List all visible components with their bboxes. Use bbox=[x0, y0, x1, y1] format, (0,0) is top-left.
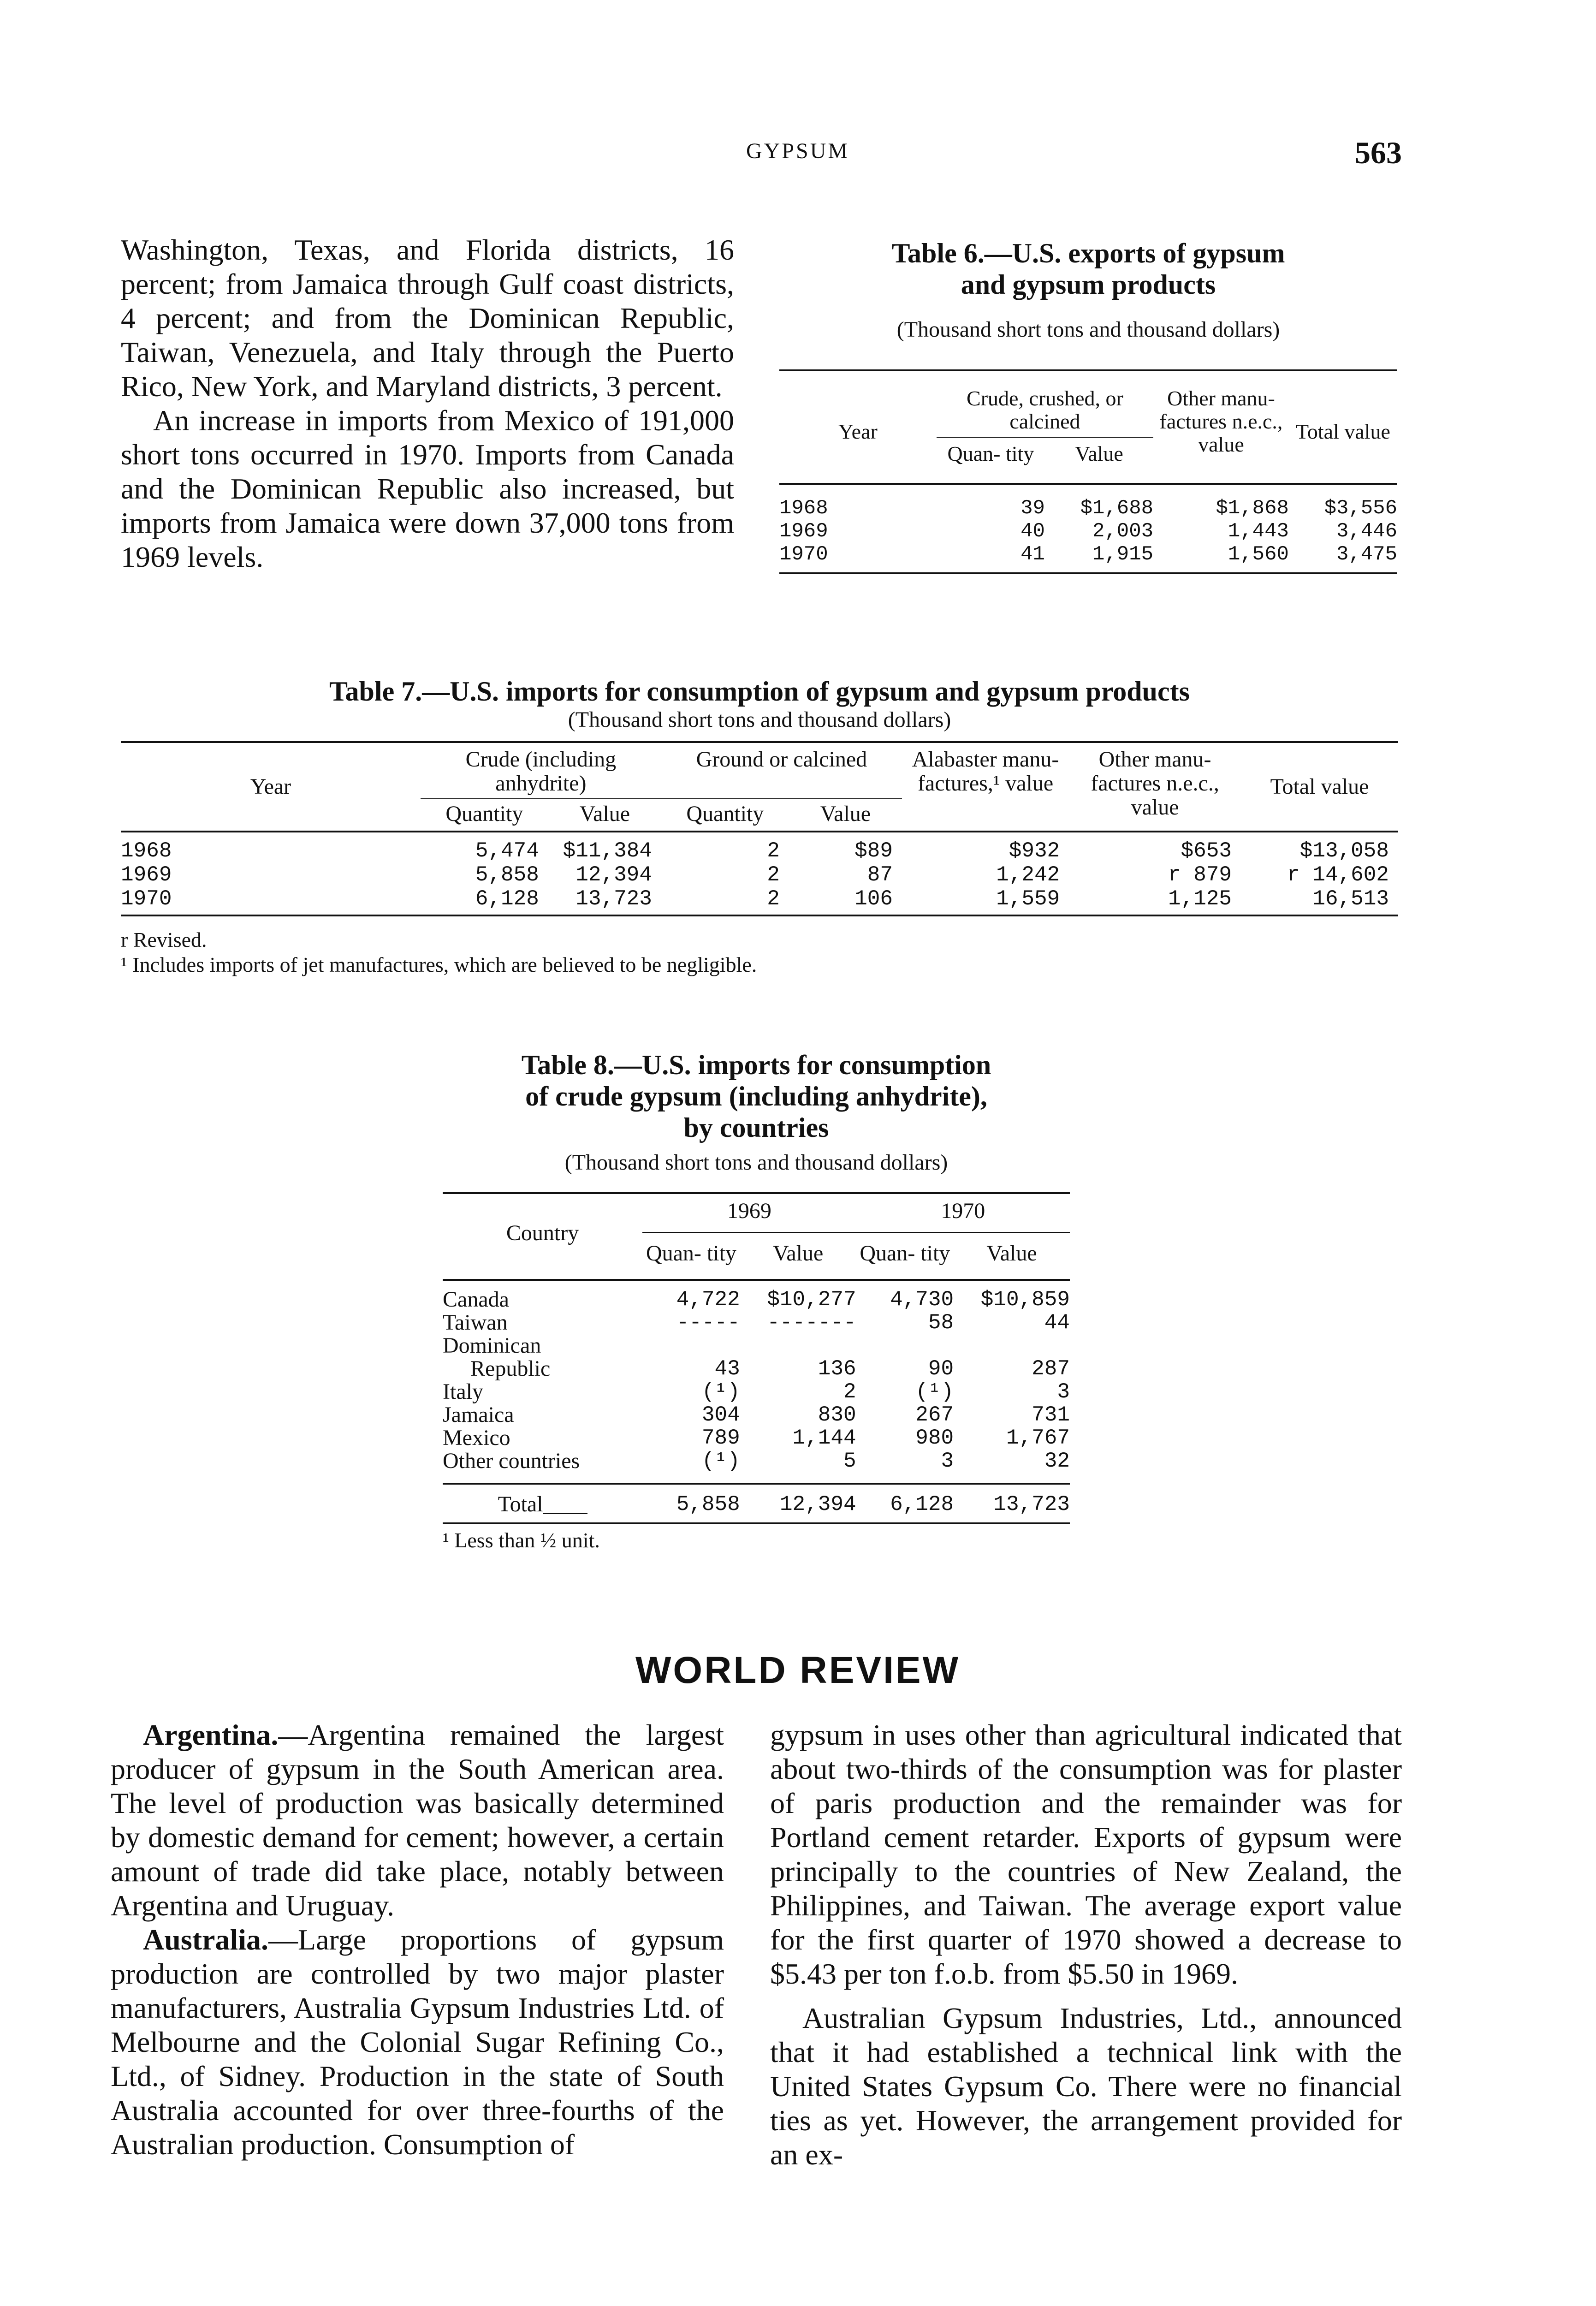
table-8-q69: ----- bbox=[676, 1311, 740, 1335]
table-7-total: r 14,602 bbox=[1287, 863, 1389, 887]
table-7-col-other: Other manu- factures n.e.c., value bbox=[1091, 747, 1219, 820]
table-7-col-crude-quantity: Quantity bbox=[445, 802, 523, 826]
table-7 bbox=[121, 676, 1398, 977]
table-6-subtitle: (Thousand short tons and thousand dollars) bbox=[896, 317, 1280, 342]
table-7-crude-value: 12,394 bbox=[576, 863, 652, 887]
table-6-other: $1,868 bbox=[1216, 497, 1289, 520]
table-8-q70 bbox=[856, 1334, 954, 1357]
table-8-title-line-2: of crude gypsum (including anhydrite), bbox=[525, 1081, 987, 1111]
table-8-country: Taiwan bbox=[443, 1310, 508, 1335]
table-6-quantity: 39 bbox=[1020, 497, 1045, 520]
table-6 bbox=[779, 238, 1397, 574]
table-8-v69: 136 bbox=[818, 1357, 856, 1381]
table-7-row bbox=[121, 863, 1398, 887]
table-7-alabaster: 1,559 bbox=[996, 887, 1060, 911]
table-8-q69: 43 bbox=[714, 1357, 740, 1381]
table-7-col-crude-value: Value bbox=[579, 802, 630, 826]
table-8-row bbox=[443, 1380, 1070, 1403]
table-8-total-label: Total____ bbox=[498, 1492, 587, 1516]
table-7-col-total: Total value bbox=[1270, 774, 1369, 799]
table-7-col-ground-value: Value bbox=[820, 802, 871, 826]
table-7-year: 1970 bbox=[121, 887, 172, 911]
table-8 bbox=[443, 1049, 1070, 1553]
table-7-other: $653 bbox=[1181, 839, 1232, 863]
table-7-crude-qty: 5,858 bbox=[475, 863, 539, 887]
table-8-country: Italy bbox=[443, 1379, 483, 1404]
table-8-v70: 3 bbox=[1057, 1380, 1070, 1404]
table-7-col-ground-quantity: Quantity bbox=[686, 802, 764, 826]
table-6-col-other: Other manu- factures n.e.c., value bbox=[1159, 386, 1283, 456]
table-7-row bbox=[121, 832, 1398, 863]
table-8-v69 bbox=[740, 1334, 856, 1357]
table-7-ground-qty: 2 bbox=[767, 887, 780, 911]
table-8-col-1969-quantity: Quan- tity bbox=[646, 1241, 736, 1266]
table-8-row bbox=[443, 1403, 1070, 1426]
table-6-total: 3,446 bbox=[1336, 520, 1397, 543]
table-7-col-year: Year bbox=[250, 774, 291, 799]
table-8-col-1970-quantity: Quan- tity bbox=[860, 1241, 950, 1266]
table-7-alabaster: $932 bbox=[1009, 839, 1060, 863]
table-7-other: r 879 bbox=[1168, 863, 1232, 887]
table-7-ground-value: 87 bbox=[867, 863, 893, 887]
table-8-title-line-1: Table 8.—U.S. imports for consumption bbox=[521, 1050, 991, 1080]
argentina-text: —Argentina remained the largest producer of gypsum in the South American area. The level of production was basically determined by domestic demand for cement; however, a certain amount of trade did take place, notably between Argentina and Uruguay. bbox=[111, 1718, 724, 1922]
table-8-row bbox=[443, 1280, 1070, 1311]
table-8-country: Jamaica bbox=[443, 1403, 514, 1427]
table-8-v69: 830 bbox=[818, 1403, 856, 1427]
table-6-row bbox=[779, 520, 1397, 543]
table-6-total: $3,556 bbox=[1324, 497, 1397, 520]
table-8-v69: 2 bbox=[843, 1380, 856, 1404]
table-7-ground-qty: 2 bbox=[767, 839, 780, 863]
table-8-q69: 789 bbox=[701, 1426, 740, 1450]
table-7-ground-qty: 2 bbox=[767, 863, 780, 887]
table-7-crude-qty: 5,474 bbox=[475, 839, 539, 863]
table-6-col-value: Value bbox=[1075, 442, 1123, 465]
table-8-q70: 3 bbox=[941, 1449, 954, 1473]
table-8-country: Republic bbox=[470, 1356, 551, 1381]
australia-paragraph bbox=[111, 1923, 724, 2162]
australia-text: —Large proportions of gypsum production are controlled by two major plaster manufacturers, Australia Gypsum Industries Ltd. of Melbourne and the Colonial Sugar Refining Co., Ltd., of Sidney. Production in the state of South Australia accounted for over three-fourths of the Australian production. Consumption of bbox=[111, 1923, 724, 2161]
table-8-q70: 267 bbox=[915, 1403, 954, 1427]
table-6-title-line-2: and gypsum products bbox=[961, 269, 1216, 300]
table-8-col-1970: 1970 bbox=[856, 1193, 1070, 1232]
running-head: GYPSUM bbox=[746, 139, 850, 163]
table-8-q70: 58 bbox=[928, 1311, 954, 1335]
table-7-col-crude: Crude (including anhydrite) bbox=[421, 742, 661, 799]
table-6-other: 1,443 bbox=[1228, 520, 1289, 543]
table-8-total-q70: 6,128 bbox=[890, 1492, 954, 1516]
table-7-crude-qty: 6,128 bbox=[475, 887, 539, 911]
table-8-total-v69: 12,394 bbox=[779, 1492, 856, 1516]
table-8-row bbox=[443, 1357, 1070, 1380]
table-7-ground-value: $89 bbox=[854, 839, 893, 863]
table-7-col-alabaster: Alabaster manu- factures,¹ value bbox=[912, 747, 1059, 796]
table-7-crude-value: $11,384 bbox=[563, 839, 652, 863]
table-8-q69: (¹) bbox=[701, 1380, 740, 1404]
table-8-country: Canada bbox=[443, 1287, 509, 1312]
table-6-year: 1970 bbox=[779, 543, 828, 566]
table-8-v70: 287 bbox=[1032, 1357, 1070, 1381]
table-8-q69: 304 bbox=[701, 1403, 740, 1427]
table-8-row bbox=[443, 1426, 1070, 1450]
world-review-heading: WORLD REVIEW bbox=[635, 1649, 960, 1691]
table-6-row bbox=[779, 543, 1397, 573]
table-6-col-year: Year bbox=[838, 420, 878, 443]
table-7-year: 1969 bbox=[121, 863, 172, 887]
table-7-total: 16,513 bbox=[1312, 887, 1389, 911]
table-6-year: 1968 bbox=[779, 497, 828, 520]
table-6-value: $1,688 bbox=[1080, 497, 1154, 520]
table-6-col-quantity: Quan- tity bbox=[947, 442, 1034, 465]
table-7-subtitle: (Thousand short tons and thousand dollars) bbox=[568, 707, 951, 732]
table-7-title: Table 7.—U.S. imports for consumption of gypsum and gypsum products bbox=[329, 676, 1190, 707]
table-6-col-crude: Crude, crushed, or calcined bbox=[937, 370, 1153, 437]
argentina-label: Argentina. bbox=[143, 1718, 279, 1751]
australia-continued-paragraph: gypsum in uses other than agricultural indicated that about two-thirds of the consumption was for plaster of paris production and the remainder was for Portland cement retarder. Exports of gypsum were principally to the countries of New Zealand, the Philippines, and Taiwan. The average export value for the first quarter of 1970 showed a decrease to $5.43 per ton f.o.b. from $5.50 in 1969. bbox=[770, 1718, 1402, 1990]
table-6-title-line-1: Table 6.—U.S. exports of gypsum bbox=[891, 238, 1285, 268]
australian-gypsum-paragraph: Australian Gypsum Industries, Ltd., announced that it had established a technical link with the United States Gypsum Co. There were no financial ties as yet. However, the arrangement provided for an ex- bbox=[770, 2002, 1402, 2171]
argentina-paragraph bbox=[111, 1718, 724, 1923]
intro-paragraph-1: Washington, Texas, and Florida districts, 16 percent; from Jamaica through Gulf coast districts, 4 percent; and from the Dominican Republic, Taiwan, Venezuela, and Italy through the Puerto Rico, New York, and Maryland districts, 3 percent. bbox=[121, 233, 734, 403]
table-8-q70: 980 bbox=[915, 1426, 954, 1450]
table-8-v69: 1,144 bbox=[792, 1426, 856, 1450]
table-6-row bbox=[779, 484, 1397, 520]
table-8-country: Dominican bbox=[443, 1333, 541, 1358]
table-8-row bbox=[443, 1334, 1070, 1357]
table-8-q69: 4,722 bbox=[676, 1288, 740, 1312]
table-8-country: Other countries bbox=[443, 1449, 580, 1473]
table-7-other: 1,125 bbox=[1168, 887, 1232, 911]
table-7-year: 1968 bbox=[121, 839, 172, 863]
table-8-col-1970-value: Value bbox=[986, 1241, 1037, 1266]
australia-label: Australia. bbox=[143, 1923, 268, 1956]
world-review-left-column bbox=[111, 1718, 724, 2162]
table-6-quantity: 40 bbox=[1020, 520, 1045, 543]
table-8-col-1969-value: Value bbox=[772, 1241, 824, 1266]
table-8-title-line-3: by countries bbox=[683, 1112, 829, 1143]
table-6-grid bbox=[779, 369, 1397, 574]
table-8-grid bbox=[443, 1192, 1070, 1524]
table-8-total-q69: 5,858 bbox=[676, 1492, 740, 1516]
intro-column bbox=[121, 233, 734, 574]
table-8-col-1969: 1969 bbox=[642, 1193, 856, 1232]
table-7-total: $13,058 bbox=[1299, 839, 1389, 863]
table-6-value: 2,003 bbox=[1092, 520, 1154, 543]
table-8-v69: 5 bbox=[843, 1449, 856, 1473]
table-8-v70: 44 bbox=[1044, 1311, 1070, 1335]
table-6-quantity: 41 bbox=[1020, 543, 1045, 566]
table-8-q69: (¹) bbox=[701, 1449, 740, 1473]
table-8-row bbox=[443, 1311, 1070, 1334]
table-8-v70: 1,767 bbox=[1006, 1426, 1070, 1450]
table-8-v69: $10,277 bbox=[767, 1288, 856, 1312]
table-8-q69 bbox=[642, 1334, 740, 1357]
table-8-total-row bbox=[443, 1484, 1070, 1523]
table-8-v70: $10,859 bbox=[980, 1288, 1070, 1312]
table-6-other: 1,560 bbox=[1228, 543, 1289, 566]
table-8-total-v70: 13,723 bbox=[993, 1492, 1070, 1516]
table-7-footnote-revised: r Revised. bbox=[121, 928, 207, 951]
table-7-ground-value: 106 bbox=[854, 887, 893, 911]
table-6-value: 1,915 bbox=[1092, 543, 1154, 566]
table-6-total: 3,475 bbox=[1336, 543, 1397, 566]
table-7-alabaster: 1,242 bbox=[996, 863, 1060, 887]
table-8-row bbox=[443, 1450, 1070, 1484]
table-8-col-country: Country bbox=[506, 1221, 579, 1245]
table-7-col-ground: Ground or calcined bbox=[661, 742, 902, 799]
table-8-v69: ------- bbox=[767, 1311, 856, 1335]
table-7-footnote-1: ¹ Includes imports of jet manufactures, which are believed to be negligible. bbox=[121, 953, 757, 976]
table-8-country: Mexico bbox=[443, 1426, 510, 1450]
table-7-row bbox=[121, 887, 1398, 915]
page-number: 563 bbox=[1355, 135, 1402, 170]
table-8-body bbox=[443, 1280, 1070, 1484]
intro-paragraph-2: An increase in imports from Mexico of 191,000 short tons occurred in 1970. Imports from Canada and the Dominican Republic also increased, but imports from Jamaica were down 37,000 tons from 1969 levels. bbox=[121, 404, 734, 573]
table-6-year: 1969 bbox=[779, 520, 828, 543]
table-7-grid bbox=[121, 741, 1398, 916]
table-7-crude-value: 13,723 bbox=[576, 887, 652, 911]
table-7-body bbox=[121, 832, 1398, 915]
table-8-subtitle: (Thousand short tons and thousand dollars) bbox=[564, 1150, 948, 1175]
table-8-v70: 32 bbox=[1044, 1449, 1070, 1473]
table-8-q70: (¹) bbox=[915, 1380, 954, 1404]
table-6-body bbox=[779, 484, 1397, 573]
table-8-q70: 4,730 bbox=[890, 1288, 954, 1312]
table-8-v70: 731 bbox=[1032, 1403, 1070, 1427]
world-review-right-column bbox=[770, 1718, 1402, 2172]
table-8-footnote: ¹ Less than ½ unit. bbox=[443, 1528, 600, 1552]
table-8-q70: 90 bbox=[928, 1357, 954, 1381]
table-6-col-total: Total value bbox=[1295, 420, 1390, 443]
table-8-v70 bbox=[954, 1334, 1070, 1357]
